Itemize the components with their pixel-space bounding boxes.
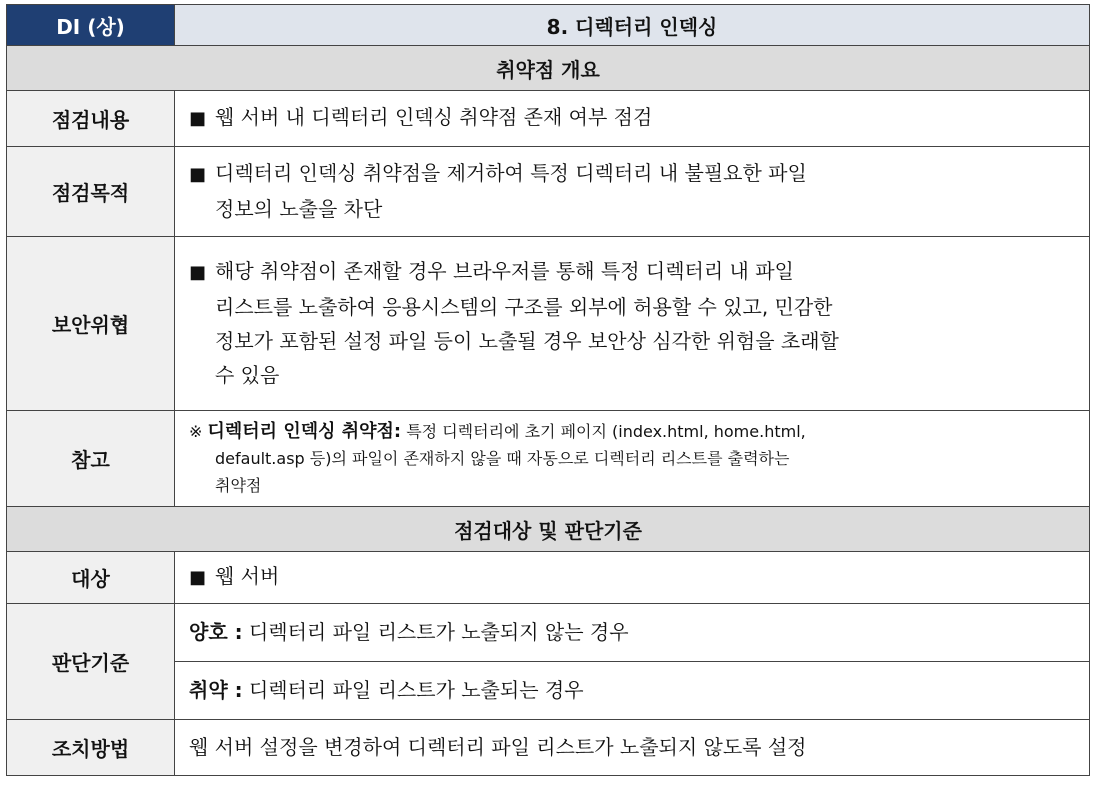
reference-line-3: 취약점 bbox=[215, 476, 262, 495]
severity-code-cell: DI (상) bbox=[7, 5, 175, 46]
label-content: 점검내용 bbox=[7, 91, 175, 147]
target-text: 웹 서버 bbox=[215, 563, 280, 588]
value-judgement-good bbox=[175, 604, 1090, 662]
bullet-icon: ■ bbox=[189, 261, 207, 283]
row-action bbox=[7, 720, 1090, 776]
value-action: 웹 서버 설정을 변경하여 디렉터리 파일 리스트가 노출되지 않도록 설정 bbox=[175, 720, 1090, 776]
threat-line-1: 해당 취약점이 존재할 경우 브라우저를 통해 특정 디렉터리 내 파일 bbox=[215, 258, 794, 283]
row-target bbox=[7, 552, 1090, 604]
row-content bbox=[7, 91, 1090, 147]
reference-mark: ※ bbox=[189, 422, 203, 441]
value-target bbox=[175, 552, 1090, 604]
threat-line-3: 정보가 포함된 설정 파일 등이 노출될 경우 보안상 심각한 위험을 초래할 bbox=[215, 328, 839, 353]
good-key: 양호 : bbox=[189, 619, 243, 644]
purpose-line-2: 정보의 노출을 차단 bbox=[215, 196, 383, 221]
bad-key: 취약 : bbox=[189, 677, 243, 702]
label-reference: 참고 bbox=[7, 411, 175, 507]
value-threat bbox=[175, 237, 1090, 411]
value-reference bbox=[175, 411, 1090, 507]
bullet-icon: ■ bbox=[189, 107, 207, 129]
label-judgement: 판단기준 bbox=[7, 604, 175, 720]
row-judgement-good bbox=[7, 604, 1090, 662]
bad-text: 디렉터리 파일 리스트가 노출되는 경우 bbox=[248, 677, 584, 702]
content-text: 웹 서버 내 디렉터리 인덱싱 취약점 존재 여부 점검 bbox=[215, 104, 653, 129]
value-judgement-bad bbox=[175, 662, 1090, 720]
label-target: 대상 bbox=[7, 552, 175, 604]
reference-term: 디렉터리 인덱싱 취약점: bbox=[207, 421, 402, 442]
section-title-overview: 취약점 개요 bbox=[7, 46, 1090, 91]
label-threat: 보안위협 bbox=[7, 237, 175, 411]
reference-line-2: default.asp 등)의 파일이 존재하지 않을 때 자동으로 디렉터리 리스트를 출력하는 bbox=[215, 449, 790, 468]
row-reference bbox=[7, 411, 1090, 507]
label-action: 조치방법 bbox=[7, 720, 175, 776]
reference-line-1: 특정 디렉터리에 초기 페이지 (index.html, home.html, bbox=[406, 422, 806, 441]
value-purpose bbox=[175, 147, 1090, 237]
threat-line-2: 리스트를 노출하여 응용시스템의 구조를 외부에 허용할 수 있고, 민감한 bbox=[215, 294, 833, 319]
bullet-icon: ■ bbox=[189, 566, 207, 588]
section-row-overview bbox=[7, 46, 1090, 91]
section-title-criteria: 점검대상 및 판단기준 bbox=[7, 507, 1090, 552]
value-content bbox=[175, 91, 1090, 147]
header-row bbox=[7, 5, 1090, 46]
purpose-line-1: 디렉터리 인덱싱 취약점을 제거하여 특정 디렉터리 내 불필요한 파일 bbox=[215, 160, 807, 185]
good-text: 디렉터리 파일 리스트가 노출되지 않는 경우 bbox=[248, 619, 629, 644]
section-row-criteria bbox=[7, 507, 1090, 552]
row-threat bbox=[7, 237, 1090, 411]
label-purpose: 점검목적 bbox=[7, 147, 175, 237]
inspection-item-table bbox=[6, 4, 1090, 776]
bullet-icon: ■ bbox=[189, 163, 207, 185]
threat-line-4: 수 있음 bbox=[215, 362, 280, 387]
row-purpose bbox=[7, 147, 1090, 237]
item-title-cell: 8. 디렉터리 인덱싱 bbox=[175, 5, 1090, 46]
